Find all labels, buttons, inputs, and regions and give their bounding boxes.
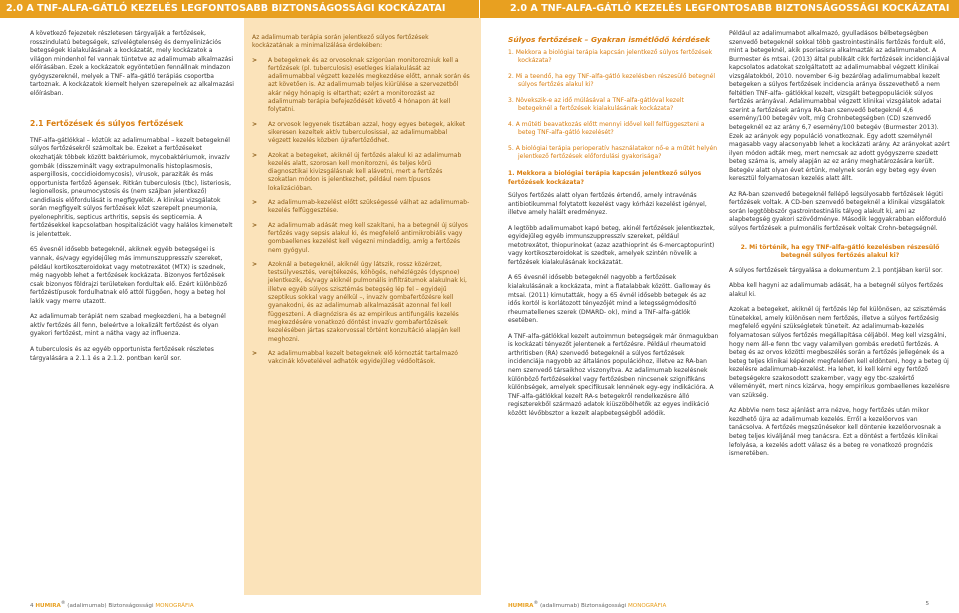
intro-paragraph: A következő fejezetek részletesen tárgyalják a fertőzések, rosszindulatú betegségek, szívelégtelenség és demyelinizációs betegségek kialakulásának a kockázatát, mely kockázatok a világon mindenhol fel vannak tüntetve az adalimumab alkalmazási előírásában. Ezek a kockázatok egyöntetűen fennállnak mindazon gyógyszereknél, melyek a TNF- alfa-gátló terápiás csoportba tartoznak. A kockázatok kiemelt helyen szerepelnek az alkalmazási előírásban. <box>30 30 234 97</box>
risk-minimization-box <box>244 18 481 595</box>
answer-paragraph: A legtöbb adalimumabot kapó beteg, akinél fertőzések jelentkeztek, egyidejűleg egyéb immunszuppresszív szereket, például metotrexátot, thiopurinokat (azaz azathioprint és 6-mercaptopurint) vagy kortikoszteroidokat is szedtek, amelyek szintén növelik a fertőzések kialakulásának kockázatát. <box>508 224 715 266</box>
body-paragraph: 65 évesnél idősebb betegeknél, akiknek egyéb betegségei is vannak, és/vagy egyidejűleg más immunszuppresszív szereket, például kortikoszteroidokat vagy metotrexátot (MTX) is szednek, még nagyobb lehet a fertőzések kockázata. Bizonyos fertőzések csak bizonyos földrajzi területeken fordultak elő. Ezért különböző fertőzéstípusok fordulhatnak elő attól függően, hogy a beteg hol lakik vagy merre utazott. <box>30 246 228 305</box>
body-paragraph: Abba kell hagyni az adalimumab adását, ha a betegnél súlyos fertőzés alakul ki. <box>729 282 944 298</box>
faq-question: 1. Mekkora a biológiai terápia kapcsán jelentkező súlyos fertőzések kockázata? <box>508 48 713 65</box>
answer-paragraph: A TNF-alfa-gátlókkal kezelt autoimmun betegségek már önmagukban is kockázati tényezőt jelentenek a fertőzésre. Például rheumatoid arthritisben (RA) szenvedő betegeknél a súlyos fertőzések incidenciája nagyobb az általános populációhoz, illetve az RA-ban nem szenvedő társaikhoz viszonyítva. Az adalimumab kezelésnek különböző fertőzésekkel vagy fertőzésben nincsenek szignifikáns különbségek, amelyek specifikusak lennének egy-egy indikációra. A TNF-alfa-gátlókkal kezelt RA-s betegekről rendelkezésre álló regiszterekből származó adatok kiüszöbölhetők az egyes indikáció között lévőbbsztor a kezelt alapbetegségből adódik. <box>508 332 719 417</box>
left-column <box>30 30 234 370</box>
right-header-title: 2.0 A TNF-ALFA-GÁTLÓ KEZELÉS LEGFONTOSABB BIZTONSÁGOSSÁGI KOCKÁZATAI <box>510 3 950 14</box>
faq-question: 2. Mi a teendő, ha egy TNF-alfa-gátló kezelésben részesülő betegnél súlyos fertőzés alakul ki? <box>508 72 716 89</box>
faq-title: Súlyos fertőzések – Gyakran ismétlődő kérdések <box>508 35 710 44</box>
box-bullet: > Az orvosok legyenek tisztában azzal, hogy egyes betegek, akiket sikeresen kezeltek aktív tuberculosissal, az adalimumabbal végzett kezelés közben újrafertőződhet. <box>252 121 470 146</box>
answer-paragraph: Súlyos fertőzés alatt olyan fertőzés értendő, amely intravénás antibiotikummal folytatott kezelést vagy kórházi kezelést igényel, illetve amely halált eredményez. <box>508 192 707 217</box>
box-bullet: > A betegeknek és az orvosoknak szigorúan monitorozniuk kell a fertőzések (pl. tuberculosis) esetleges kialakulását az adalimumabbal végzett kezelés megkezdése előtt, annak során és azt követően is. Az adalimumab teljes kiürülése a szervezetből akár négy hónapig is eltarthat; ezért a monitorozást az adalimumab terápia befejeződését követő 4 hónapon át kell folytatni. <box>252 57 470 115</box>
left-footer: 4 HUMIRA® (adalimumab) Biztonságossági MONOGRÁFIA <box>30 601 194 609</box>
footer-subtitle: (adalimumab) Biztonságossági <box>67 602 154 609</box>
answer-paragraph: A 65 évesnél idősebb betegeknél nagyobb a fertőzések kialakulásának a kockázata, mint a fiatalabbak között. Galloway és mtsai. (2011) kimutatták, hogy a 65 évnél idősebb betegek és az idős kortól is korlátozott tényezőjét mind a letegsségmódosító rheumatellenes szerek (DMARD- ok), mind a TNF-alfa-gátlók esetében. <box>508 274 711 325</box>
answer-heading: 2. Mi történik, ha egy TNF-alfa-gátló kezelésben részesülő betegnél súlyos fertőzés alakul ki? <box>740 243 940 260</box>
footer-monograph: MONOGRÁFIA <box>627 602 667 609</box>
footer-monograph: MONOGRÁFIA <box>155 602 194 609</box>
left-page-number: 4 <box>30 602 34 609</box>
body-paragraph: Az RA-ban szenvedő betegeknél fellépő legsúlyosabb fertőzések légúti fertőzések voltak. A CD-ben szenvedő betegeknél a klinikai vizsgálatok során leggtöbbször gastrointestinális tályog alakult ki, ami az alapbetegség gyakori szövődménye. Második leggyakrabban előforduló súlyos fertőzések a pulmonális fertőzések voltak Crohn-betegségnél. <box>729 190 947 233</box>
body-paragraph: Azokat a betegeket, akiknél új fertőzés lép fel különösen, az szisztémás tünetekkel, amely különösen nem fertőzés, illetve a súlyos fertőzésig megfelelő egyéni szükségletek tüneteit. Az adalimumab-kezelés folyamatosan súlyos fertőzés megállapítása céljából. Meg kell vizsgálni, hogy nem áll-e fenn tbc vagy valamilyen gombás eredetű fertőzés. A beteg és az orvos közötti megbeszélés során a fertőzés jellegének és a beteg teljes klinikai képének megfelelően kell eldönteni, hogy a beteg új kezelésre adalimumab-kezelést. Ha lehet, ki kell kérni egy fertőző betegségekre szakosodott szakember, vagy egy tbc-szakértő véleményét, mert nincs kizárva, hogy empirikus gombaellenes kezelésre van szükség. <box>729 306 950 399</box>
body-paragraph: A tuberculosis és az egyéb opportunista fertőzések részletes tárgyalására a 2.1.1 és a 2.1.2. pontban kerül sor. <box>30 345 214 362</box>
body-paragraph: Az AbbVie nem tesz ajánlást arra nézve, hogy fertőzés után mikor kezdhető újra az adalimumab kezelés. Erről a kezelőorvos van tanácsolva. A fertőzés megszűnésekor kell döntenie kezelőorvosnak a beteg teljes kiváljánál meg tanácsra. Ezt a döntést a fertőzés klinikai lefolyása, a kezelés adott válasz és a beteg re vonatkozó prognózis ismeretében. <box>729 407 941 458</box>
body-paragraph: TNF-alfa-gátlókkal – köztük az adalimumabbal – kezelt betegeknél súlyos fertőzésekről számoltak be. Ezeket a fertőzéseket okozhatják többek között baktériumok, mycobaktériumok, invazív gombák (disszeminált vagy extrapulmonalis histoplasmosis, aspergillosis, coccidioidomycosis), vírusok, paraziták és más opportunista fertőző ágensek. Ritkán tuberculosis (tbc), listeriosis, legionellosis, pneumocystosis és (nem szájban jelentkező) candidiasis előfordulását is megfigyelték. A klinikai vizsgálatok során megfigyelt súlyos fertőzések közt szerepelt pneumonia, pyelonephritis, septicus arthritis, sepsis és septicemia. A fertőzésekkel kapcsolatban hospitalizációt vagy halálos kimenetelt is jelentettek. <box>30 136 233 238</box>
right-page-number: 5 <box>925 601 929 607</box>
right-page-header <box>480 0 959 18</box>
left-header-title: 2.0 A TNF-ALFA-GÁTLÓ KEZELÉS LEGFONTOSABB BIZTONSÁGOSSÁGI KOCKÁZATAI <box>6 3 446 14</box>
left-page-header <box>0 0 479 18</box>
right-footer: HUMIRA® (adalimumab) Biztonságossági MONOGRÁFIA 5 <box>508 601 929 609</box>
faq-question: 3. Növekszik-e az idő múlásával a TNF-alfa-gátlóval kezelt betegeknél a fertőzések kialakulásának kockázata? <box>508 96 684 113</box>
body-paragraph: Például az adalimumabot alkalmazó, gyulladásos bélbetegségben szenvedő betegeknél sokkal több gastrointestinális fertőzés fordult elő, mint a betegeknél, akik psoriasisra alkalmazták az adalimumabot. A Burmester és mtsai. (2013) által publikált cikk fertőzések incidenciájával kapcsolatos adatokat szolgáltatott az adalimumabbal végzett klinikai vizsgálatokból, 2010. november 6-ig bezárólag adalimumabbal kezelt betegeken a súlyos fertőzések incidencia aránya összevethető a nem feltétlen TNF-alfa- gátlókkal kezelt, vizsgált betegpopulációk súlyos fertőzés arányával. Adalimumabbal végzett klinikai vizsgálatok adatai szerint a fertőzések aránya RA-ban szenvedő betegeknél 4,6 esemény/100 betegév volt, míg Crohnbetegségben (CD) szenvedő betegeknél ez az arány 6,7 esemény/100 betegév (Burmester 2013). Ezek az arányok egy populáció vonatkoznak. Egy adott személynél magasabb vagy alacsonyabb lehet a kockázati arány. Az arányokat azért ilyen módon adták meg, mert nemcsak az adott gyógyszerre szedett beteg száma is, amely alapján az ez arány meghatározására került. Betegév alatt olyan évet értünk, melynek során egy beteg egy éven keresztül folyamatosan kezelés alatt állt. <box>729 30 950 183</box>
footer-brand: HUMIRA <box>35 602 61 609</box>
body-paragraph: Az adalimumab terápiát nem szabad megkezdeni, ha a betegnél aktív fertőzés áll fenn, beleértve a lokalizált fertőzést és olyan gyakori fertőzést, mint a nátha vagy az influenza. <box>30 313 226 338</box>
footer-subtitle: (adalimumab) Biztonságossági <box>539 602 627 609</box>
faq-column <box>508 36 719 425</box>
faq-question: 4. A műtéti beavatkozás előtt mennyi idővel kell felfüggeszteni a beteg TNF-alfa-gátló kezelését? <box>508 120 705 137</box>
box-bullet: > Az adalimumab-kezelést előtt szükségessé válhat az adalimumab-kezelés felfüggesztése. <box>252 199 470 216</box>
section-heading: 2.1 Fertőzések és súlyos fertőzések <box>30 119 184 129</box>
box-bullet: > Az adalimumabbal kezelt betegeknek elő kórnoztát tartalmazó vakcinák követelével adhatók egyidejűleg védőoltások. <box>252 350 470 367</box>
box-bullet: > Azokat a betegeket, akiknél új fertőzés alakul ki az adalimumab kezelés alatt, szorosan kell monitorozni, és teljes körű diagnosztikai kivizsgálásnak kell alávetni, mert a fertőzés szokatlan módon is jelentkezhet, például nem típusos lokalizációban. <box>252 152 470 193</box>
far-right-column <box>729 30 951 466</box>
footer-brand: HUMIRA <box>508 602 534 609</box>
answer-heading: 1. Mekkora a biológiai terápia kapcsán jelentkező súlyos fertőzések kockázata? <box>508 170 702 186</box>
box-bullet: > Az adalimumab adását meg kell szakítani, ha a betegnél új súlyos fertőzés vagy sepsis alakul ki, és megfelelő antimikrobiális vagy gombaellenes kezelést kell végezni mindaddig, amíg a fertőzés nem gyógyul. <box>252 222 470 255</box>
box-intro: Az adalimumab terápia során jelentkező súlyos fertőzések kockázatának a minimalizálása érdekében: <box>252 34 429 50</box>
faq-question: 5. A biológiai terápia perioperatív használatakor nő-e a műtét helyén jelentkező fertőzések előfordulási gyakorisága? <box>508 144 718 161</box>
body-paragraph: A súlyos fertőzések tárgyalása a dokumentum 2.1 pontjában kerül sor. <box>729 266 943 274</box>
box-bullet: > Azoknál a betegeknél, akiknél úgy látszik, rossz közérzet, testsúlyvesztés, verejtékezés, köhögés, nehézlégzés (dyspnoe) jelentkezik, és/vagy akiknél pulmonális infiltrátumok alakulnak ki, illetve egyéb súlyos szisztémás betegség lép fel – egyidejű szeptikus sokkal vagy anélkül –, invazív gombafertőzésre kell gyanakodni, és az adalimumab alkalmazását azonnal fel kell függeszteni. A diagnózisra és az empirikus antifungális kezelés megkezdésére vonatkozó döntést invazív gombafertőzések kezelésében jártas szakorvossal történt konzultáció alapján kell meghozni. <box>252 261 470 344</box>
